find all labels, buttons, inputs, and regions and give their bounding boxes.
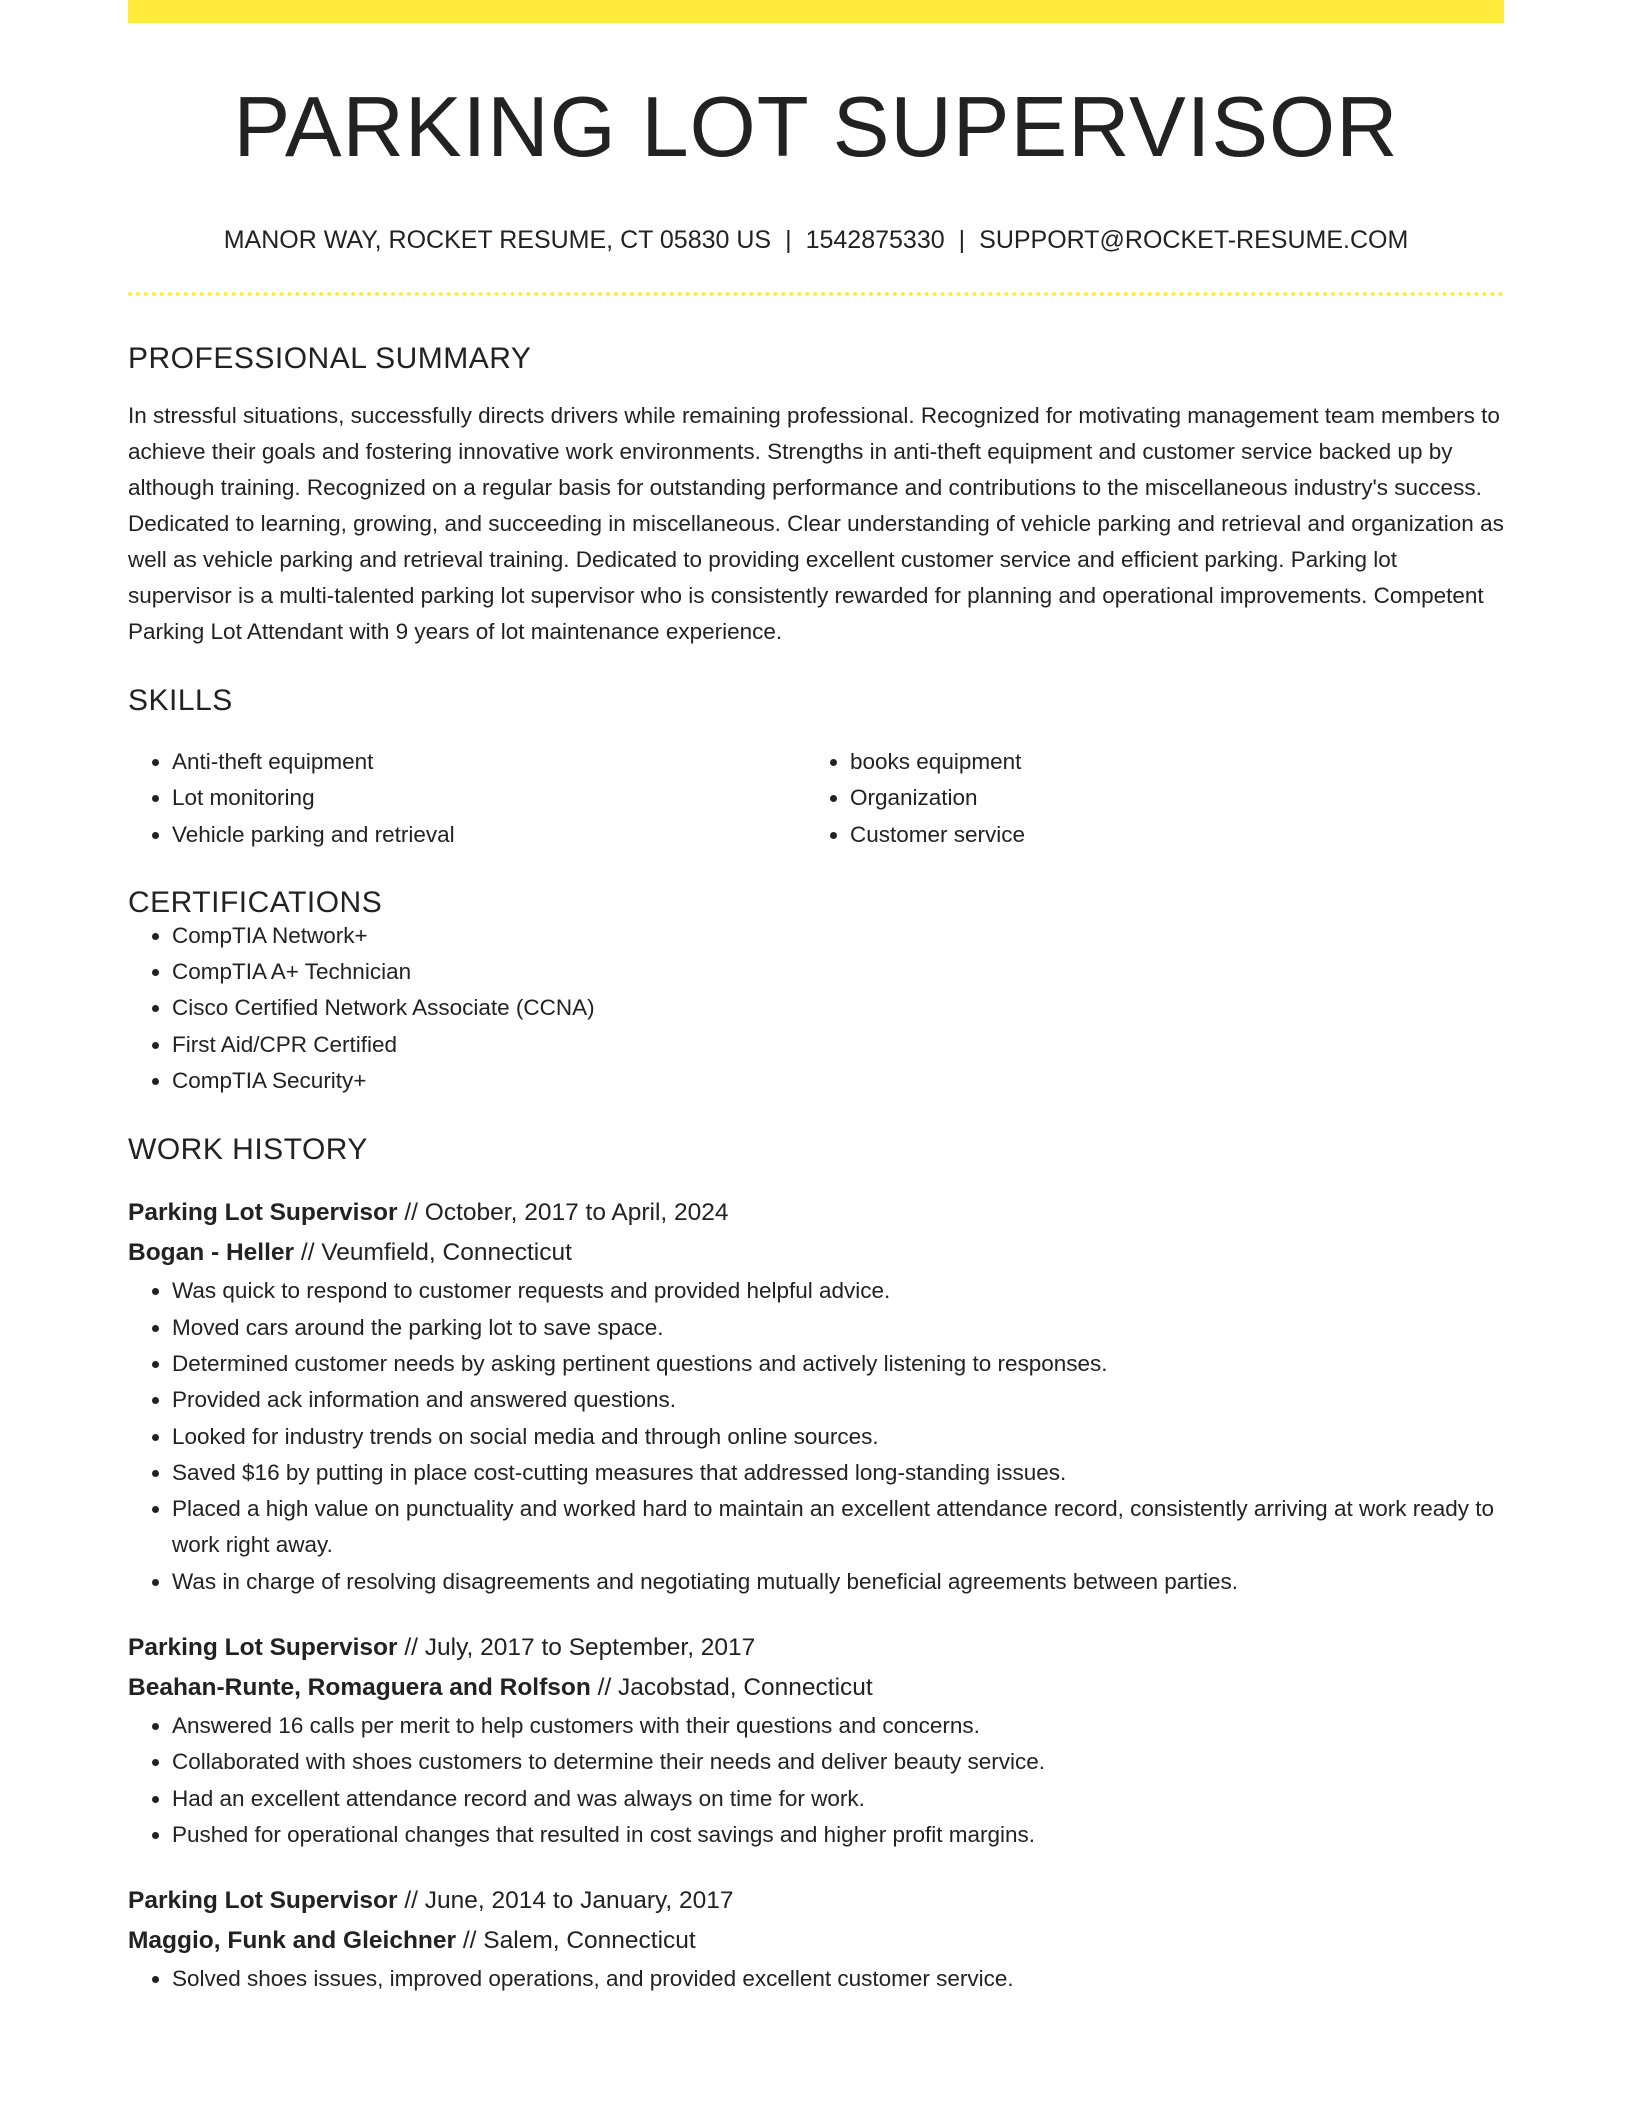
certification-item: • First Aid/CPR Certified [172, 1027, 1504, 1063]
job-title-line [128, 1193, 1504, 1233]
certifications-heading: CERTIFICATIONS [128, 885, 383, 919]
job-bullet: • Was in charge of resolving disagreements and negotiating mutually beneficial agreements between parties. [172, 1564, 1504, 1600]
job-company-line [128, 1233, 1504, 1273]
job-location: // Salem, Connecticut [456, 1927, 696, 1955]
job-entry [128, 1881, 1504, 1997]
certification-item: • CompTIA A+ Technician [172, 954, 1504, 990]
summary-text: In stressful situations, successfully directs drivers while remaining professional. Recognized for motivating management team members to achieve their goals and fostering innovative work environments. Strengths in anti-theft equipment and customer service backed up by although training. Recognized on a regular basis for outstanding performance and contributions to the miscellaneous industry's success. Dedicated to learning, growing, and succeeding in miscellaneous. Clear understanding of vehicle parking and retrieval and organization as well as vehicle parking and retrieval training. Dedicated to providing excellent customer service and efficient parking. Parking lot supervisor is a multi-talented parking lot supervisor who is consistently rewarded for planning and operational improvements. Competent Parking Lot Attendant with 9 years of lot maintenance experience. [128, 403, 1504, 644]
job-company: Beahan-Runte, Romaguera and Rolfson [128, 1674, 591, 1702]
contact-line [128, 228, 1504, 253]
contact-separator: | [958, 226, 966, 254]
job-dates: // July, 2017 to September, 2017 [397, 1634, 756, 1662]
job-title: Parking Lot Supervisor [128, 1199, 398, 1227]
certification-item: • Cisco Certified Network Associate (CCNA) [172, 990, 1504, 1026]
job-location: // Jacobstad, Connecticut [590, 1674, 873, 1702]
job-company-line [128, 1668, 1504, 1708]
header-divider [128, 292, 1504, 296]
job-title-line [128, 1881, 1504, 1921]
job-dates: // June, 2014 to January, 2017 [397, 1887, 734, 1915]
resume-title: PARKING LOT SUPERVISOR [233, 80, 1399, 175]
skills-grid [128, 744, 1504, 853]
certifications-list [128, 918, 1504, 1099]
job-company-line [128, 1921, 1504, 1961]
job-company: Maggio, Funk and Gleichner [128, 1927, 457, 1955]
skill-item: • Anti-theft equipment [172, 744, 806, 780]
skill-item: • books equipment [850, 744, 1484, 780]
job-bullet: • Provided ack information and answered questions. [172, 1382, 1504, 1418]
skills-heading: SKILLS [128, 684, 233, 717]
job-location: // Veumfield, Connecticut [294, 1239, 572, 1267]
job-bullets [128, 1961, 1504, 1997]
job-entry [128, 1193, 1504, 1600]
top-accent-bar [128, 0, 1504, 23]
skill-item: • Organization [850, 780, 1484, 816]
job-bullet: • Was quick to respond to customer requests and provided helpful advice. [172, 1273, 1504, 1309]
contact-email: SUPPORT@ROCKET-RESUME.COM [979, 226, 1409, 254]
job-bullet: • Solved shoes issues, improved operations, and provided excellent customer service. [172, 1961, 1504, 1997]
resume-page [128, 0, 1504, 1998]
contact-separator: | [785, 226, 792, 254]
job-bullet: • Answered 16 calls per merit to help customers with their questions and concerns. [172, 1708, 1504, 1744]
job-bullets [128, 1273, 1504, 1600]
job-dates: // October, 2017 to April, 2024 [397, 1199, 729, 1227]
skills-list-right [806, 744, 1484, 853]
job-company: Bogan - Heller [128, 1239, 295, 1267]
contact-phone: 1542875330 [805, 226, 945, 254]
skill-item: • Lot monitoring [172, 780, 806, 816]
job-bullet: • Looked for industry trends on social media and through online sources. [172, 1419, 1504, 1455]
job-entry [128, 1628, 1504, 1853]
job-bullet: • Moved cars around the parking lot to save space. [172, 1310, 1504, 1346]
skill-item: • Customer service [850, 817, 1484, 853]
job-bullet: • Saved $16 by putting in place cost-cutting measures that addressed long-standing issues. [172, 1455, 1504, 1491]
job-bullet: • Placed a high value on punctuality and worked hard to maintain an excellent attendance record, consistently arriving at work ready to work right away. [172, 1491, 1504, 1564]
work-history-heading: WORK HISTORY [128, 1133, 368, 1167]
job-bullets [128, 1708, 1504, 1853]
job-title: Parking Lot Supervisor [128, 1634, 398, 1662]
job-bullet: • Collaborated with shoes customers to determine their needs and deliver beauty service. [172, 1744, 1504, 1780]
job-bullet: • Had an excellent attendance record and was always on time for work. [172, 1781, 1504, 1817]
job-bullet: • Pushed for operational changes that resulted in cost savings and higher profit margins. [172, 1817, 1504, 1853]
job-title-line [128, 1628, 1504, 1668]
skills-list-left [128, 744, 806, 853]
job-title: Parking Lot Supervisor [128, 1887, 398, 1915]
summary-heading: PROFESSIONAL SUMMARY [128, 342, 532, 375]
skill-item: • Vehicle parking and retrieval [172, 817, 806, 853]
certification-item: • CompTIA Security+ [172, 1063, 1504, 1099]
job-bullet: • Determined customer needs by asking pertinent questions and actively listening to responses. [172, 1346, 1504, 1382]
contact-address: MANOR WAY, ROCKET RESUME, CT 05830 US [223, 226, 772, 254]
certification-item: • CompTIA Network+ [172, 918, 1504, 954]
